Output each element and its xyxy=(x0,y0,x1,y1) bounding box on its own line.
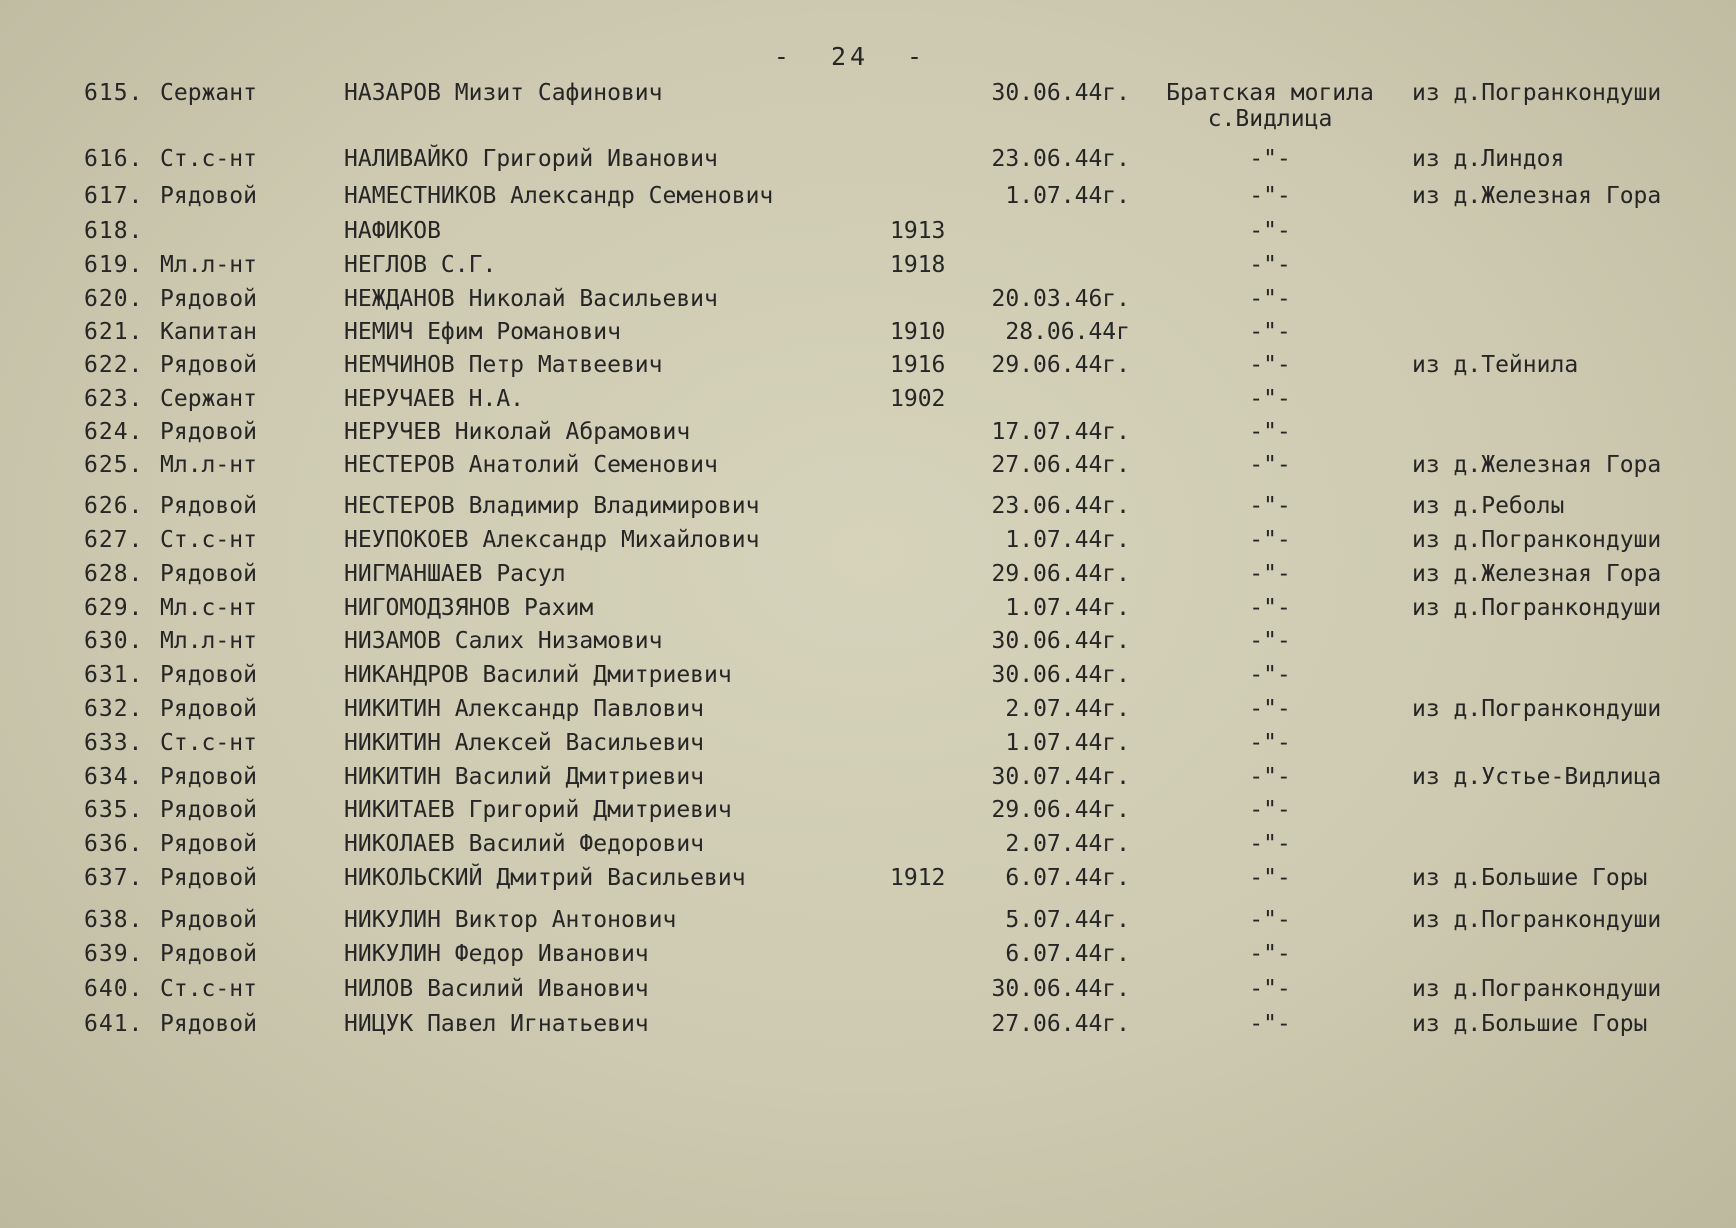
entry-origin: из д.Линдоя xyxy=(1412,146,1565,172)
entry-date: 17.07.44г. xyxy=(991,419,1130,445)
entry-rank: Рядовой xyxy=(160,941,257,967)
entry-number: 636. xyxy=(84,831,144,857)
entry-name: НИЛОВ Василий Иванович xyxy=(344,976,649,1002)
entry-burial: -"- xyxy=(1249,1011,1291,1037)
list-item xyxy=(0,696,1736,730)
entry-rank: Рядовой xyxy=(160,493,257,519)
entry-burial: -"- xyxy=(1249,286,1291,312)
entry-burial: -"- xyxy=(1249,831,1291,857)
entry-number: 627. xyxy=(84,527,144,553)
entry-number: 624. xyxy=(84,419,144,445)
entry-number: 620. xyxy=(84,286,144,312)
entry-date: 23.06.44г. xyxy=(991,493,1130,519)
entry-origin: из д.Тейнила xyxy=(1412,352,1579,378)
entry-name: НАМЕСТНИКОВ Александр Семенович xyxy=(344,183,774,209)
entry-rank: Рядовой xyxy=(160,696,257,722)
entry-date: 27.06.44г. xyxy=(991,1011,1130,1037)
entry-number: 616. xyxy=(84,146,144,172)
entry-number: 638. xyxy=(84,907,144,933)
entry-date: 27.06.44г. xyxy=(991,452,1130,478)
entry-rank: Рядовой xyxy=(160,419,257,445)
entry-rank: Рядовой xyxy=(160,797,257,823)
list-item xyxy=(0,976,1736,1010)
entry-origin: из д.Большие Горы xyxy=(1412,865,1648,891)
entry-burial: -"- xyxy=(1249,941,1291,967)
entry-number: 626. xyxy=(84,493,144,519)
entry-date: 30.06.44г. xyxy=(991,976,1130,1002)
list-item xyxy=(0,527,1736,561)
entry-origin: из д.Железная Гора xyxy=(1412,561,1662,587)
entry-burial-place: с.Видлица xyxy=(1207,106,1333,132)
entry-date: 20.03.46г. xyxy=(991,286,1130,312)
list-item xyxy=(0,595,1736,629)
entry-name: НИКИТАЕВ Григорий Дмитриевич xyxy=(344,797,732,823)
entry-number: 617. xyxy=(84,183,144,209)
entry-rank: Ст.с-нт xyxy=(160,976,257,1002)
list-item xyxy=(0,419,1736,453)
entry-burial: -"- xyxy=(1249,493,1291,519)
list-item xyxy=(0,493,1736,527)
list-item xyxy=(0,561,1736,595)
entry-number: 635. xyxy=(84,797,144,823)
entry-burial: -"- xyxy=(1249,764,1291,790)
list-item xyxy=(0,218,1736,252)
entry-name: НИКУЛИН Федор Иванович xyxy=(344,941,649,967)
entry-rank: Рядовой xyxy=(160,286,257,312)
entry-date: 29.06.44г. xyxy=(991,797,1130,823)
entry-origin: из д.Погранкондуши xyxy=(1412,907,1662,933)
entry-name: НИКИТИН Александр Павлович xyxy=(344,696,705,722)
entry-number: 625. xyxy=(84,452,144,478)
entry-number: 634. xyxy=(84,764,144,790)
entry-name: НЕРУЧЕВ Николай Абрамович xyxy=(344,419,691,445)
entry-number: 623. xyxy=(84,386,144,412)
entry-number: 618. xyxy=(84,218,144,244)
entry-date: 6.07.44г. xyxy=(1005,865,1130,891)
entry-date: 29.06.44г. xyxy=(991,561,1130,587)
list-item xyxy=(0,286,1736,320)
list-item xyxy=(0,797,1736,831)
entry-date: 30.06.44г. xyxy=(991,628,1130,654)
entry-burial: -"- xyxy=(1249,696,1291,722)
entry-burial: -"- xyxy=(1249,797,1291,823)
entry-rank: Ст.с-нт xyxy=(160,527,257,553)
list-item xyxy=(0,352,1736,386)
entry-birth-year: 1902 xyxy=(890,386,946,412)
list-item xyxy=(0,730,1736,764)
list-item xyxy=(0,764,1736,798)
entry-number: 628. xyxy=(84,561,144,587)
entry-name: НИГОМОДЗЯНОВ Рахим xyxy=(344,595,594,621)
list-item xyxy=(0,386,1736,420)
entry-burial: -"- xyxy=(1249,218,1291,244)
entry-date: 28.06.44г xyxy=(1005,319,1130,345)
entry-name: НИКИТИН Алексей Васильевич xyxy=(344,730,705,756)
entry-rank: Сержант xyxy=(160,386,257,412)
entry-burial: -"- xyxy=(1249,352,1291,378)
entry-burial: -"- xyxy=(1249,146,1291,172)
list-item xyxy=(0,941,1736,975)
entry-name: НИКИТИН Василий Дмитриевич xyxy=(344,764,705,790)
entry-burial: -"- xyxy=(1249,662,1291,688)
entry-burial: -"- xyxy=(1249,527,1291,553)
entry-date: 5.07.44г. xyxy=(1005,907,1130,933)
page-number: - 24 - xyxy=(773,42,927,71)
entry-name: НАФИКОВ xyxy=(344,218,441,244)
entry-origin: из д.Погранкондуши xyxy=(1412,527,1662,553)
entry-date: 30.07.44г. xyxy=(991,764,1130,790)
entry-origin: из д.Реболы xyxy=(1412,493,1565,519)
entry-origin: из д.Погранкондуши xyxy=(1412,976,1662,1002)
entry-number: 619. xyxy=(84,252,144,278)
entry-name: НЕСТЕРОВ Анатолий Семенович xyxy=(344,452,718,478)
entry-rank: Мл.л-нт xyxy=(160,628,257,654)
entry-burial: Братская могила xyxy=(1166,80,1374,106)
entry-date: 2.07.44г. xyxy=(1005,696,1130,722)
entry-burial: -"- xyxy=(1249,319,1291,345)
entry-birth-year: 1912 xyxy=(890,865,946,891)
list-item xyxy=(0,252,1736,286)
entry-date: 1.07.44г. xyxy=(1005,730,1130,756)
entry-date: 30.06.44г. xyxy=(991,80,1130,106)
entry-name: НИЗАМОВ Салих Низамович xyxy=(344,628,663,654)
entry-rank: Рядовой xyxy=(160,831,257,857)
entry-origin: из д.Погранкондуши xyxy=(1412,696,1662,722)
entry-burial: -"- xyxy=(1249,595,1291,621)
entry-rank: Ст.с-нт xyxy=(160,730,257,756)
entry-number: 637. xyxy=(84,865,144,891)
entry-name: НЕСТЕРОВ Владимир Владимирович xyxy=(344,493,760,519)
entry-name: НЕЖДАНОВ Николай Васильевич xyxy=(344,286,718,312)
entry-burial: -"- xyxy=(1249,976,1291,1002)
entry-number: 615. xyxy=(84,80,144,106)
entry-origin: из д.Железная Гора xyxy=(1412,452,1662,478)
entry-rank: Рядовой xyxy=(160,183,257,209)
entry-name: НИКОЛАЕВ Василий Федорович xyxy=(344,831,705,857)
entry-name: НИКУЛИН Виктор Антонович xyxy=(344,907,677,933)
entry-burial: -"- xyxy=(1249,252,1291,278)
entry-date: 6.07.44г. xyxy=(1005,941,1130,967)
entry-birth-year: 1918 xyxy=(890,252,946,278)
entry-name: НАЛИВАЙКО Григорий Иванович xyxy=(344,146,718,172)
entry-date: 23.06.44г. xyxy=(991,146,1130,172)
entry-burial: -"- xyxy=(1249,183,1291,209)
list-item xyxy=(0,146,1736,180)
entry-origin: из д.Большие Горы xyxy=(1412,1011,1648,1037)
entry-rank: Рядовой xyxy=(160,1011,257,1037)
entry-rank: Капитан xyxy=(160,319,257,345)
entry-burial: -"- xyxy=(1249,730,1291,756)
entry-number: 641. xyxy=(84,1011,144,1037)
entry-name: НЕГЛОВ С.Г. xyxy=(344,252,497,278)
list-item xyxy=(0,865,1736,899)
entry-name: НЕРУЧАЕВ Н.А. xyxy=(344,386,525,412)
entry-number: 622. xyxy=(84,352,144,378)
entry-number: 621. xyxy=(84,319,144,345)
entry-origin: из д.Железная Гора xyxy=(1412,183,1662,209)
entry-number: 639. xyxy=(84,941,144,967)
entry-name: НЕМЧИНОВ Петр Матвеевич xyxy=(344,352,663,378)
entry-date: 2.07.44г. xyxy=(1005,831,1130,857)
entry-burial: -"- xyxy=(1249,561,1291,587)
entry-date: 1.07.44г. xyxy=(1005,527,1130,553)
entry-rank: Мл.с-нт xyxy=(160,595,257,621)
entry-birth-year: 1916 xyxy=(890,352,946,378)
entry-name: НИГМАНШАЕВ Расул xyxy=(344,561,566,587)
entry-origin: из д.Погранкондуши xyxy=(1412,595,1662,621)
entry-name: НЕУПОКОЕВ Александр Михайлович xyxy=(344,527,760,553)
entry-rank: Рядовой xyxy=(160,561,257,587)
entry-name: НИЦУК Павел Игнатьевич xyxy=(344,1011,649,1037)
entry-rank: Рядовой xyxy=(160,865,257,891)
entry-date: 1.07.44г. xyxy=(1005,183,1130,209)
entry-number: 629. xyxy=(84,595,144,621)
entry-number: 640. xyxy=(84,976,144,1002)
entry-burial: -"- xyxy=(1249,907,1291,933)
entry-burial: -"- xyxy=(1249,452,1291,478)
entry-rank: Мл.л-нт xyxy=(160,452,257,478)
entry-date: 1.07.44г. xyxy=(1005,595,1130,621)
entry-rank: Ст.с-нт xyxy=(160,146,257,172)
entry-name: НИКОЛЬСКИЙ Дмитрий Васильевич xyxy=(344,865,746,891)
entry-rank: Рядовой xyxy=(160,352,257,378)
list-item xyxy=(0,1011,1736,1045)
entry-rank: Рядовой xyxy=(160,662,257,688)
entry-rank: Мл.л-нт xyxy=(160,252,257,278)
entry-name: НАЗАРОВ Мизит Сафинович xyxy=(344,80,663,106)
entry-number: 633. xyxy=(84,730,144,756)
entry-birth-year: 1910 xyxy=(890,319,946,345)
list-item xyxy=(0,628,1736,662)
list-item xyxy=(0,80,1736,132)
entry-number: 632. xyxy=(84,696,144,722)
entry-name: НИКАНДРОВ Василий Дмитриевич xyxy=(344,662,732,688)
entry-burial: -"- xyxy=(1249,628,1291,654)
entry-rank: Рядовой xyxy=(160,764,257,790)
entry-date: 30.06.44г. xyxy=(991,662,1130,688)
entry-origin: из д.Устье-Видлица xyxy=(1412,764,1662,790)
entry-birth-year: 1913 xyxy=(890,218,946,244)
entry-rank: Рядовой xyxy=(160,907,257,933)
entry-burial: -"- xyxy=(1249,419,1291,445)
entry-name: НЕМИЧ Ефим Романович xyxy=(344,319,621,345)
entry-burial: -"- xyxy=(1249,386,1291,412)
list-item xyxy=(0,319,1736,353)
list-item xyxy=(0,183,1736,217)
list-item xyxy=(0,662,1736,696)
entry-origin: из д.Погранкондуши xyxy=(1412,80,1662,106)
entry-date: 29.06.44г. xyxy=(991,352,1130,378)
entry-burial: -"- xyxy=(1249,865,1291,891)
list-item xyxy=(0,907,1736,941)
entry-rank: Сержант xyxy=(160,80,257,106)
entry-number: 631. xyxy=(84,662,144,688)
list-item xyxy=(0,452,1736,486)
list-item xyxy=(0,831,1736,865)
entry-number: 630. xyxy=(84,628,144,654)
